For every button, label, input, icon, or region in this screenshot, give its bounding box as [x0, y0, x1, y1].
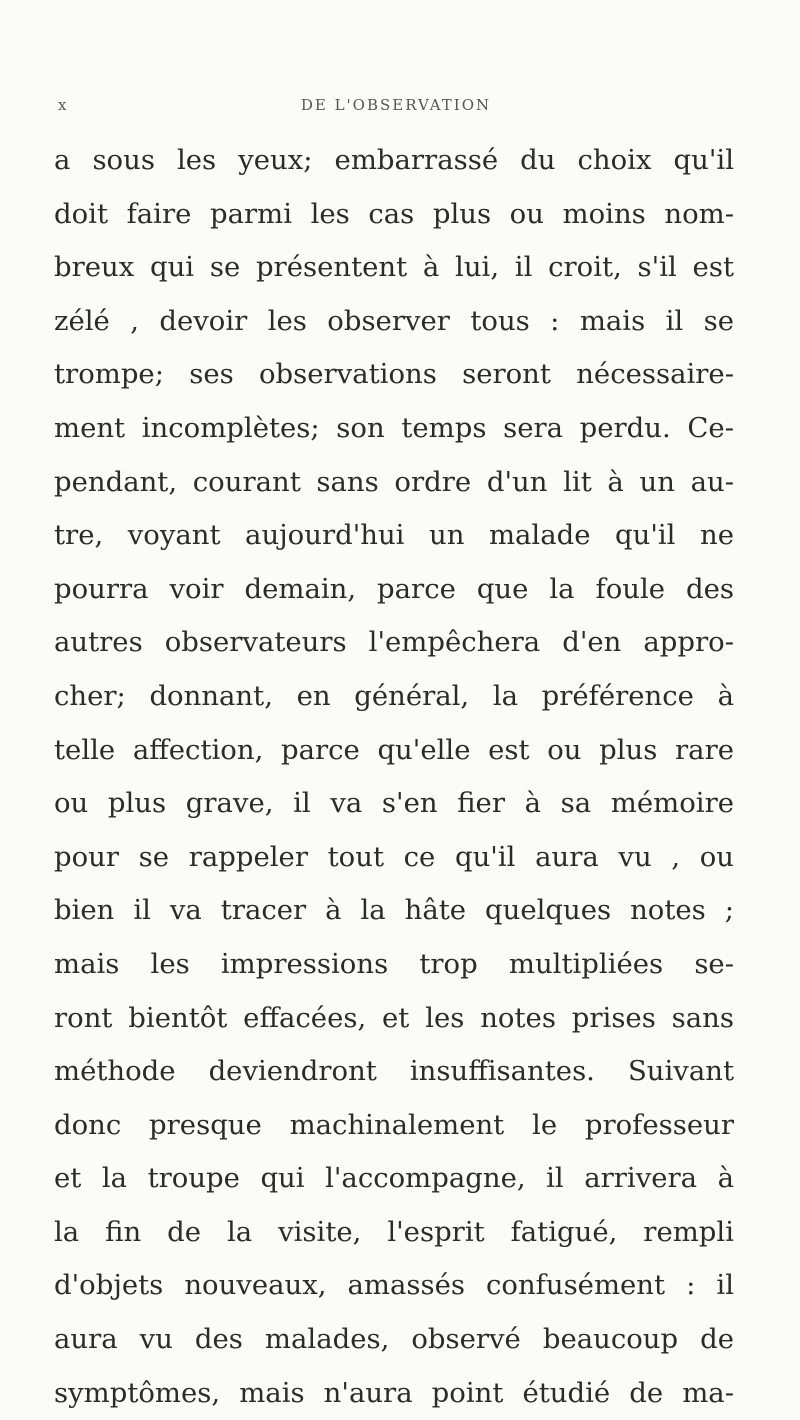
page-header [58, 96, 714, 120]
text-line: et la troupe qui l'accompagne, il arrivera à [54, 1162, 734, 1195]
text-line: telle affection, parce qu'elle est ou plus rare [54, 733, 734, 766]
text-line: zélé , devoir les observer tous : mais il se [54, 304, 734, 337]
text-line: la fin de la visite, l'esprit fatigué, rempli [54, 1215, 734, 1248]
text-line: pourra voir demain, parce que la foule des [54, 572, 734, 605]
text-line: breux qui se présentent à lui, il croit, s'il est [54, 251, 734, 284]
text-line: donc presque machinalement le professeur [54, 1108, 734, 1141]
text-line: aura vu des malades, observé beaucoup de [54, 1323, 734, 1356]
text-line: trompe; ses observations seront nécessaire- [54, 358, 734, 391]
text-line: doit faire parmi les cas plus ou moins nom- [54, 197, 734, 230]
text-line: symptômes, mais n'aura point étudié de ma- [54, 1376, 734, 1409]
running-title: DE L'OBSERVATION [300, 96, 492, 114]
text-line: bien il va tracer à la hâte quelques notes ; [54, 894, 734, 927]
text-line: méthode deviendront insuffisantes. Suivant [54, 1055, 734, 1088]
text-line: pendant, courant sans ordre d'un lit à un au- [54, 465, 734, 498]
text-line: pour se rappeler tout ce qu'il aura vu , ou [54, 840, 734, 873]
text-line: ou plus grave, il va s'en fier à sa mémoire [54, 787, 734, 820]
text-line: ment incomplètes; son temps sera perdu. Ce- [54, 411, 734, 444]
text-line: ront bientôt effacées, et les notes prises sans [54, 1001, 734, 1034]
text-line: a sous les yeux; embarrassé du choix qu'il [54, 144, 734, 176]
page-number: x [58, 96, 68, 114]
text-line: mais les impressions trop multipliées se- [54, 947, 734, 980]
body-text [54, 134, 734, 1420]
text-line: autres observateurs l'empêchera d'en appro- [54, 626, 734, 659]
text-line: d'objets nouveaux, amassés confusément : il [54, 1269, 734, 1302]
text-line: tre, voyant aujourd'hui un malade qu'il ne [54, 519, 734, 552]
text-line: cher; donnant, en général, la préférence à [54, 679, 734, 712]
